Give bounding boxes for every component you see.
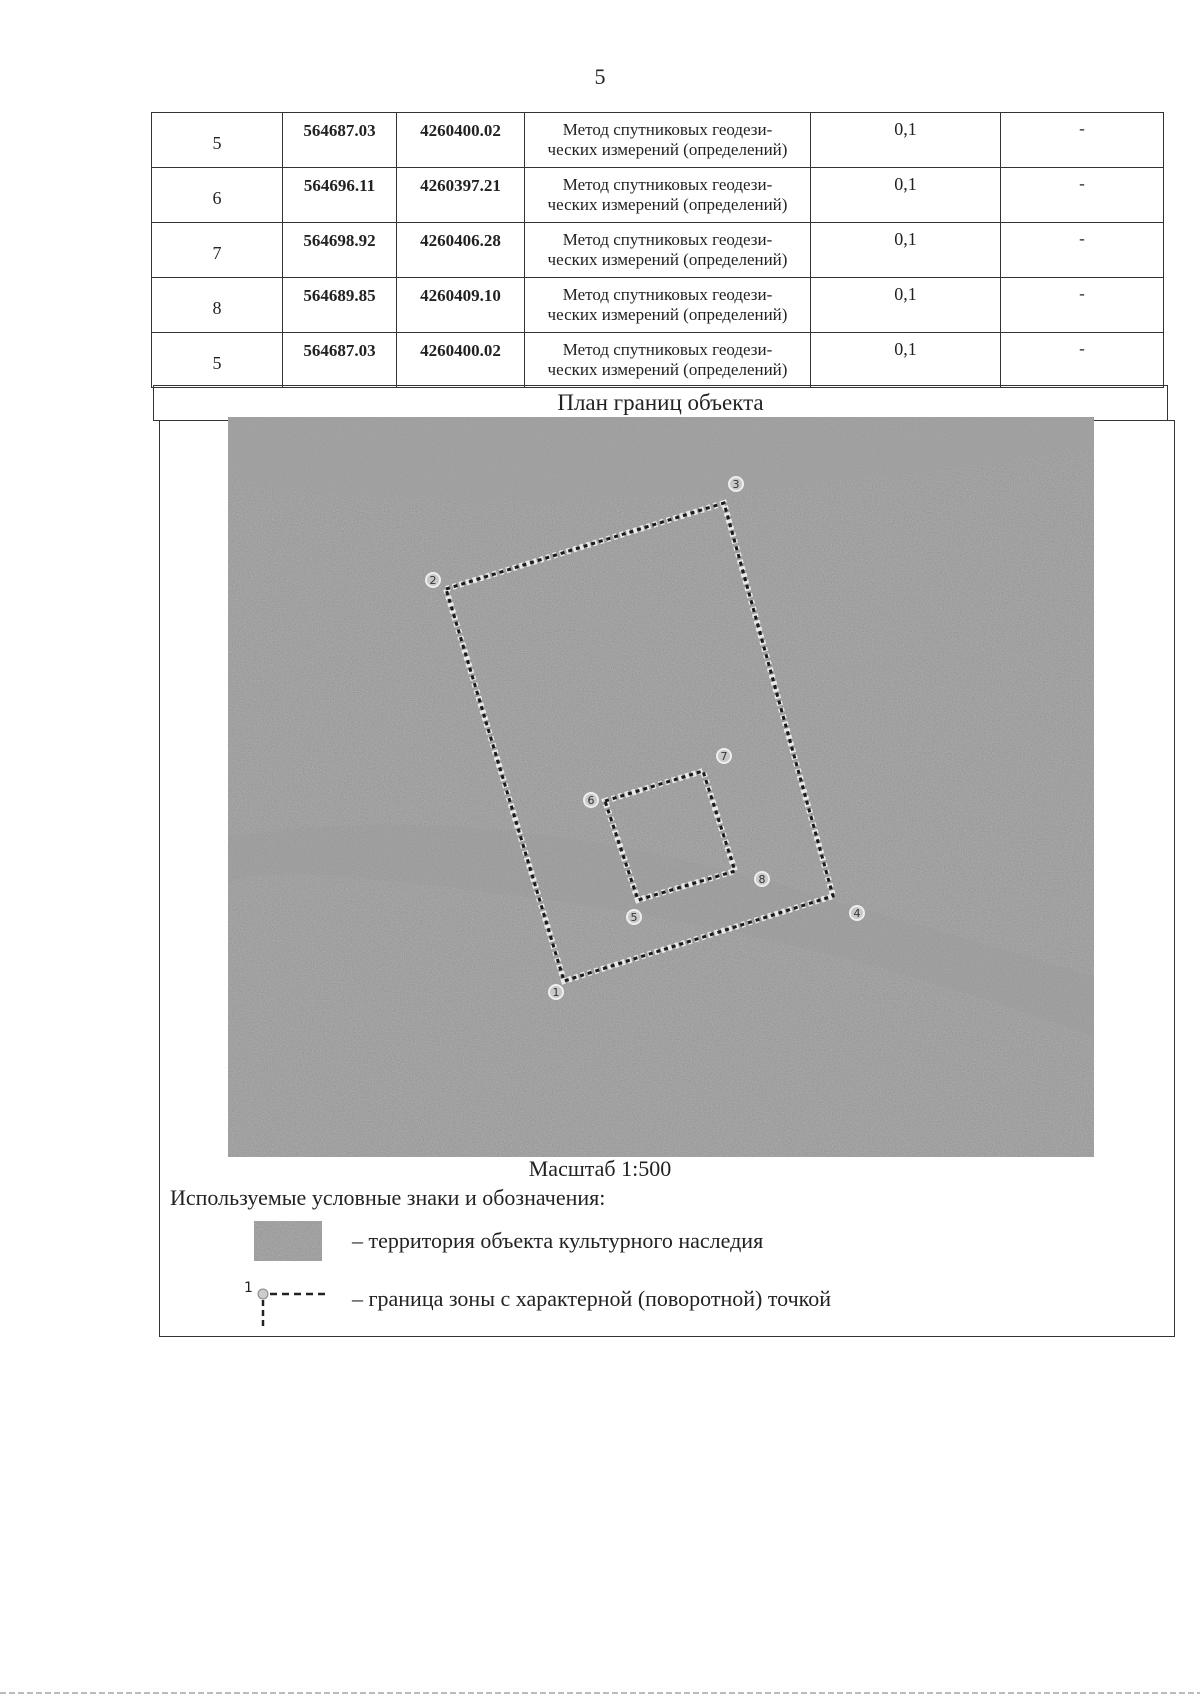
legend-title: Используемые условные знаки и обозначения: <box>170 1185 606 1210</box>
scale-label: Масштаб 1:500 <box>528 1156 672 1181</box>
point-label-7: 7 <box>720 750 728 763</box>
method-cell <box>525 168 811 223</box>
accuracy: 0,1 <box>811 223 1001 278</box>
boundary-line-icon <box>244 1278 330 1326</box>
accuracy: 0,1 <box>811 278 1001 333</box>
coord-y: 4260406.28 <box>397 223 525 278</box>
legend-boundary-text: – граница зоны с характерной (поворотной) точкой <box>352 1286 832 1311</box>
table-row <box>152 223 1164 278</box>
point-number: 5 <box>152 113 283 168</box>
coord-x: 564696.11 <box>283 168 397 223</box>
accuracy: 0,1 <box>811 113 1001 168</box>
coord-y: 4260397.21 <box>397 168 525 223</box>
point-label-4: 4 <box>853 907 861 920</box>
point-number: 5 <box>152 333 283 388</box>
method-line-2: ческих измерений (определений) <box>547 250 788 269</box>
method-cell <box>525 113 811 168</box>
method-line-1: Метод спутниковых геодези- <box>562 120 773 139</box>
coordinates-table <box>151 112 1164 388</box>
table-row <box>152 278 1164 333</box>
plan-title: План границ объекта <box>153 385 1168 421</box>
coord-x: 564687.03 <box>283 113 397 168</box>
point-label-6: 6 <box>587 794 595 807</box>
boundary-sample-label: 1 <box>244 1280 253 1296</box>
coord-x: 564687.03 <box>283 333 397 388</box>
point-label-3: 3 <box>732 478 740 491</box>
point-number: 8 <box>152 278 283 333</box>
accuracy: 0,1 <box>811 333 1001 388</box>
coord-y: 4260400.02 <box>397 113 525 168</box>
note: - <box>1001 333 1164 388</box>
coord-y: 4260400.02 <box>397 333 525 388</box>
method-line-2: ческих измерений (определений) <box>547 140 788 159</box>
note: - <box>1001 223 1164 278</box>
table-row <box>152 333 1164 388</box>
bottom-rule <box>0 1692 1200 1694</box>
note: - <box>1001 168 1164 223</box>
point-label-8: 8 <box>758 873 766 886</box>
method-cell <box>525 333 811 388</box>
point-label-2: 2 <box>429 574 437 587</box>
legend-territory-text: – территория объекта культурного наследия <box>352 1228 764 1253</box>
method-cell <box>525 278 811 333</box>
note: - <box>1001 278 1164 333</box>
method-line-2: ческих измерений (определений) <box>547 360 788 379</box>
method-line-1: Метод спутниковых геодези- <box>562 285 773 304</box>
coord-x: 564698.92 <box>283 223 397 278</box>
method-cell <box>525 223 811 278</box>
page-number: 5 <box>594 64 606 89</box>
map-background <box>228 417 1094 1157</box>
coord-x: 564689.85 <box>283 278 397 333</box>
accuracy: 0,1 <box>811 168 1001 223</box>
method-line-2: ческих измерений (определений) <box>547 195 788 214</box>
coord-y: 4260409.10 <box>397 278 525 333</box>
territory-swatch-icon <box>254 1221 322 1261</box>
point-number: 7 <box>152 223 283 278</box>
point-number: 6 <box>152 168 283 223</box>
method-line-1: Метод спутниковых геодези- <box>562 230 773 249</box>
table-row <box>152 168 1164 223</box>
method-line-2: ческих измерений (определений) <box>547 305 788 324</box>
table-row <box>152 113 1164 168</box>
point-label-5: 5 <box>630 911 638 924</box>
point-label-1: 1 <box>552 986 560 999</box>
note: - <box>1001 113 1164 168</box>
method-line-1: Метод спутниковых геодези- <box>562 340 773 359</box>
boundary-map <box>228 417 1094 1157</box>
method-line-1: Метод спутниковых геодези- <box>562 175 773 194</box>
